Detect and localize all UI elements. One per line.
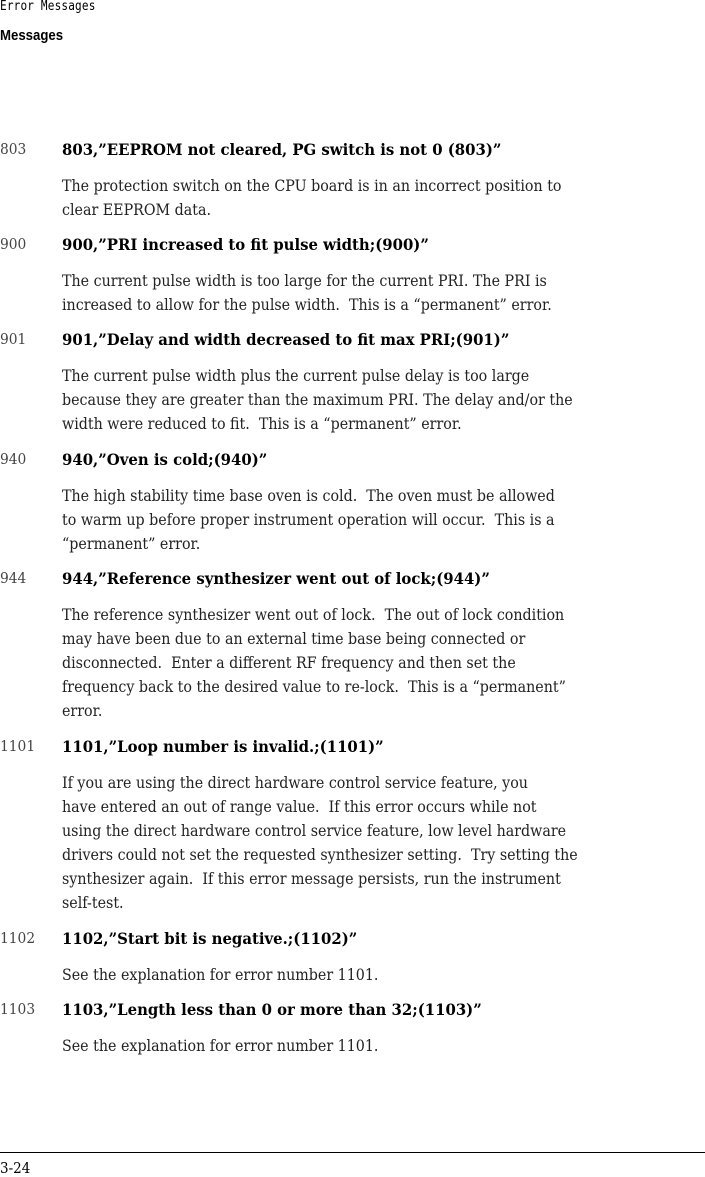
error-description-line: width were reduced to fit. This is a “permanent” error. <box>62 414 462 433</box>
error-description-line: The current pulse width plus the current pulse delay is too large <box>62 366 530 385</box>
error-description-line: clear EEPROM data. <box>62 200 212 219</box>
error-description-line: “permanent” error. <box>62 534 201 553</box>
error-description-line: to warm up before proper instrument operation will occur. This is a <box>62 510 555 529</box>
error-description-line: have entered an out of range value. If this error occurs while not <box>62 797 537 816</box>
error-description-line: The protection switch on the CPU board is in an incorrect position to <box>62 176 562 195</box>
error-description-line: using the direct hardware control service feature, low level hardware <box>62 821 567 840</box>
error-title: 900,”PRI increased to fit pulse width;(900)” <box>62 235 429 254</box>
error-description-line: may have been due to an external time base being connected or <box>62 629 526 648</box>
error-title: 803,”EEPROM not cleared, PG switch is not 0 (803)” <box>62 140 502 159</box>
error-code: 1101 <box>0 737 36 755</box>
error-description-line: If you are using the direct hardware control service feature, you <box>62 773 528 792</box>
error-description-line: The high stability time base oven is cold. The oven must be allowed <box>62 486 555 505</box>
error-description-line: increased to allow for the pulse width. This is a “permanent” error. <box>62 295 552 314</box>
footer-divider <box>0 1152 705 1153</box>
error-description-line: drivers could not set the requested synthesizer setting. Try setting the <box>62 845 578 864</box>
error-title: 940,”Oven is cold;(940)” <box>62 450 268 469</box>
error-description-line: self-test. <box>62 893 124 912</box>
error-title: 1103,”Length less than 0 or more than 32;(1103)” <box>62 1000 482 1019</box>
error-title: 901,”Delay and width decreased to fit max PRI;(901)” <box>62 330 510 349</box>
error-title: 1102,”Start bit is negative.;(1102)” <box>62 929 358 948</box>
error-description-line: error. <box>62 701 103 720</box>
error-description-line: See the explanation for error number 1101. <box>62 965 379 984</box>
error-description-line: synthesizer again. If this error message persists, run the instrument <box>62 869 561 888</box>
error-code: 944 <box>0 569 27 587</box>
running-header-section: Messages <box>0 27 64 44</box>
page-number: 3-24 <box>0 1159 31 1177</box>
error-description-line: See the explanation for error number 1101. <box>62 1036 379 1055</box>
error-description-line: because they are greater than the maximum PRI. The delay and/or the <box>62 390 573 409</box>
error-code: 900 <box>0 235 27 253</box>
error-title: 1101,”Loop number is invalid.;(1101)” <box>62 737 384 756</box>
error-description-line: The current pulse width is too large for the current PRI. The PRI is <box>62 271 547 290</box>
error-code: 940 <box>0 450 27 468</box>
error-description-line: frequency back to the desired value to re-lock. This is a “permanent” <box>62 677 566 696</box>
error-description-line: disconnected. Enter a different RF frequency and then set the <box>62 653 516 672</box>
error-title: 944,”Reference synthesizer went out of lock;(944)” <box>62 569 490 588</box>
error-code: 1102 <box>0 929 36 947</box>
error-code: 803 <box>0 140 27 158</box>
running-header-chapter: Error Messages <box>0 0 96 14</box>
error-description-line: The reference synthesizer went out of lock. The out of lock condition <box>62 605 565 624</box>
error-code: 1103 <box>0 1000 36 1018</box>
error-code: 901 <box>0 330 27 348</box>
